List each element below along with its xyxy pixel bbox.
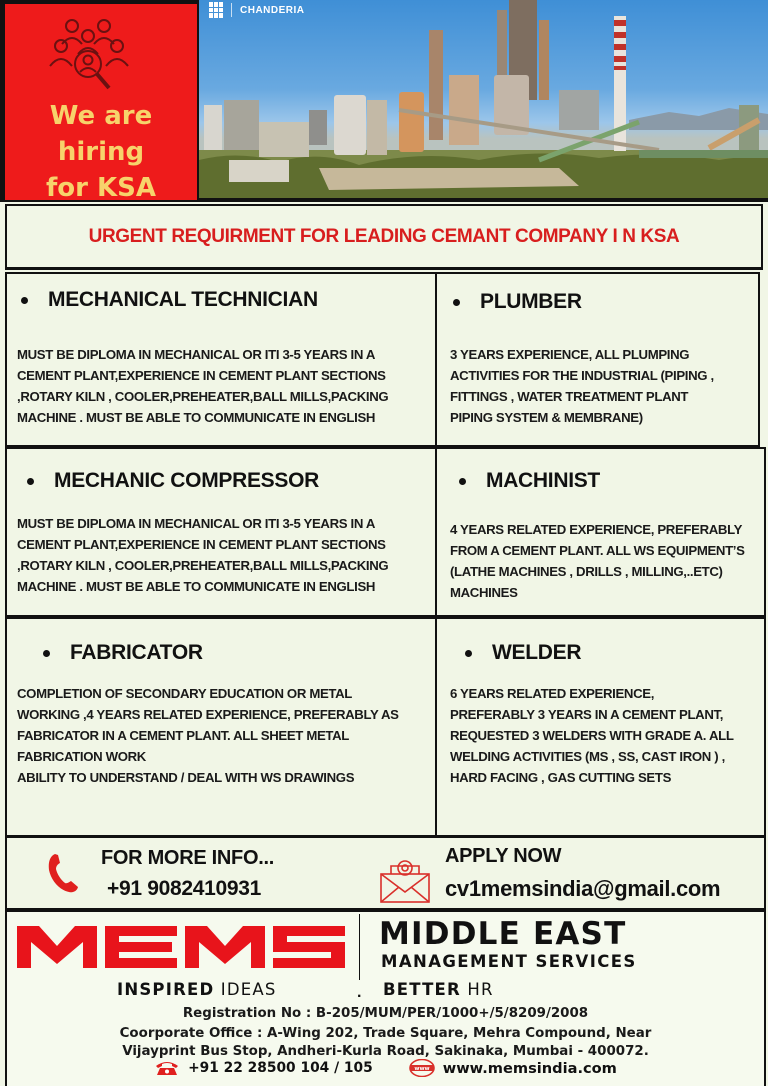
job-title-text: WELDER	[492, 641, 582, 664]
tagline-separator: .	[357, 984, 362, 1001]
job-description: MUST BE DIPLOMA IN MECHANICAL OR ITI 3-5 YEARS IN A CEMENT PLANT,EXPERIENCE IN CEMENT PLANT SECTIONS ,ROTARY KILN , COOLER,PREHEATER,BALL MILLS,PACKING MACHINE . MUST BE ABLE TO COMMUNICATE IN ENGLISH	[17, 516, 389, 594]
more-info-label: FOR MORE INFO...	[101, 847, 274, 869]
tagline-right-bold: BETTER	[383, 980, 461, 999]
bullet-icon	[453, 299, 460, 306]
email-link[interactable]: cv1memsindia@gmail.com	[445, 876, 721, 901]
office-address-line2: Vijayprint Bus Stop, Andheri-Kurla Road, Sakinaka, Mumbai - 400072.	[122, 1044, 649, 1059]
job-description: MUST BE DIPLOMA IN MECHANICAL OR ITI 3-5 YEARS IN A CEMENT PLANT,EXPERIENCE IN CEMENT PLANT SECTIONS ,ROTARY KILN , COOLER,PREHEATER,BALL MILLS,PACKING MACHINE . MUST BE ABLE TO COMMUNICATE IN ENGLISH	[17, 347, 389, 425]
footer-company-info	[5, 910, 766, 1086]
office-address-line1: Coorporate Office : A-Wing 202, Trade Square, Mehra Compound, Near	[119, 1026, 652, 1041]
telephone-icon	[154, 1060, 180, 1076]
bullet-icon	[43, 650, 50, 657]
phone-number-link[interactable]: +91 9082410931	[107, 877, 262, 900]
brand-logo-icon	[209, 2, 223, 18]
job-description: 3 YEARS EXPERIENCE, ALL PLUMPING ACTIVITIES FOR THE INDUSTRIAL (PIPING , FITTINGS , WATER TREATMENT PLANT PIPING SYSTEM & MEMBRANE)	[450, 347, 714, 425]
brand-name: CHANDERIA	[240, 4, 305, 16]
bullet-icon	[21, 297, 28, 304]
company-name-line1: MIDDLE EAST	[379, 916, 627, 952]
brand-divider	[231, 3, 232, 17]
plant-brand	[209, 2, 305, 18]
bullet-icon	[459, 478, 466, 485]
job-card-mechanical-technician	[5, 272, 437, 447]
website-link[interactable]: www.memsindia.com	[442, 1059, 617, 1077]
email-envelope-icon	[379, 858, 431, 904]
phone-icon	[47, 852, 81, 894]
job-card-welder	[435, 617, 766, 837]
company-name-line2: MANAGEMENT SERVICES	[381, 952, 637, 971]
cement-plant-photo	[199, 0, 768, 198]
registration-number: Registration No : B-205/MUM/PER/1000+/5/8209/2008	[182, 1006, 589, 1021]
mems-logo	[17, 922, 347, 970]
recruitment-search-icon	[47, 14, 131, 94]
job-title-text: PLUMBER	[480, 290, 582, 313]
urgent-requirement-banner	[5, 204, 763, 270]
job-description: COMPLETION OF SECONDARY EDUCATION OR METAL WORKING ,4 YEARS RELATED EXPERIENCE, PREFERABLY AS FABRICATOR IN A CEMENT PLANT. ALL SHEET METAL FABRICATION WORK ABILITY TO UNDERSTAND / DEAL WITH WS DRAWINGS	[17, 686, 399, 785]
job-card-fabricator	[5, 617, 437, 837]
job-title-text: FABRICATOR	[70, 641, 203, 664]
job-title	[21, 288, 318, 312]
tagline-left-regular: IDEAS	[214, 980, 277, 999]
bullet-icon	[27, 478, 34, 485]
job-title	[459, 469, 600, 493]
job-title-text: MECHANIC COMPRESSOR	[54, 469, 319, 492]
job-description: 6 YEARS RELATED EXPERIENCE, PREFERABLY 3 YEARS IN A CEMENT PLANT, REQUESTED 3 WELDERS WITH GRADE A. ALL WELDING ACTIVITIES (MS , SS, CAST IRON ) , HARD FACING , GAS CUTTING SETS	[450, 686, 734, 785]
tagline-right	[383, 980, 494, 999]
header	[0, 0, 768, 202]
website-globe-icon	[409, 1059, 435, 1077]
hiring-panel	[5, 4, 197, 203]
www-icon-text: www	[414, 1066, 430, 1072]
job-card-plumber	[435, 272, 760, 447]
job-card-machinist	[435, 447, 766, 617]
job-title-text: MECHANICAL TECHNICIAN	[48, 288, 318, 311]
tagline-left-bold: INSPIRED	[117, 980, 215, 999]
job-title	[43, 641, 203, 665]
job-card-mechanic-compressor	[5, 447, 437, 617]
logo-divider	[359, 914, 360, 980]
office-phone-link[interactable]: +91 22 28500 104 / 105	[188, 1060, 373, 1076]
tagline-left	[117, 980, 277, 999]
tagline-right-regular: HR	[460, 980, 494, 999]
job-title-text: MACHINIST	[486, 469, 600, 492]
job-title	[27, 469, 319, 493]
hiring-headline	[5, 98, 197, 206]
apply-now-label: APPLY NOW	[445, 845, 562, 867]
job-description: 4 YEARS RELATED EXPERIENCE, PREFERABLY FROM A CEMENT PLANT. ALL WS EQUIPMENT’S (LATHE MACHINES , DRILLS , MILLING,..ETC) MACHINES	[450, 522, 745, 600]
cement-plant-illustration	[199, 0, 768, 198]
job-title	[453, 290, 582, 314]
hiring-line-1: We are hiring	[49, 101, 153, 167]
banner-text: URGENT REQUIRMENT FOR LEADING CEMANT COMPANY I N KSA	[88, 225, 680, 247]
bullet-icon	[465, 650, 472, 657]
footer-contact-row	[7, 1059, 764, 1077]
contact-section	[5, 836, 766, 910]
job-title	[465, 641, 581, 665]
hiring-line-2: for KSA	[45, 173, 157, 203]
